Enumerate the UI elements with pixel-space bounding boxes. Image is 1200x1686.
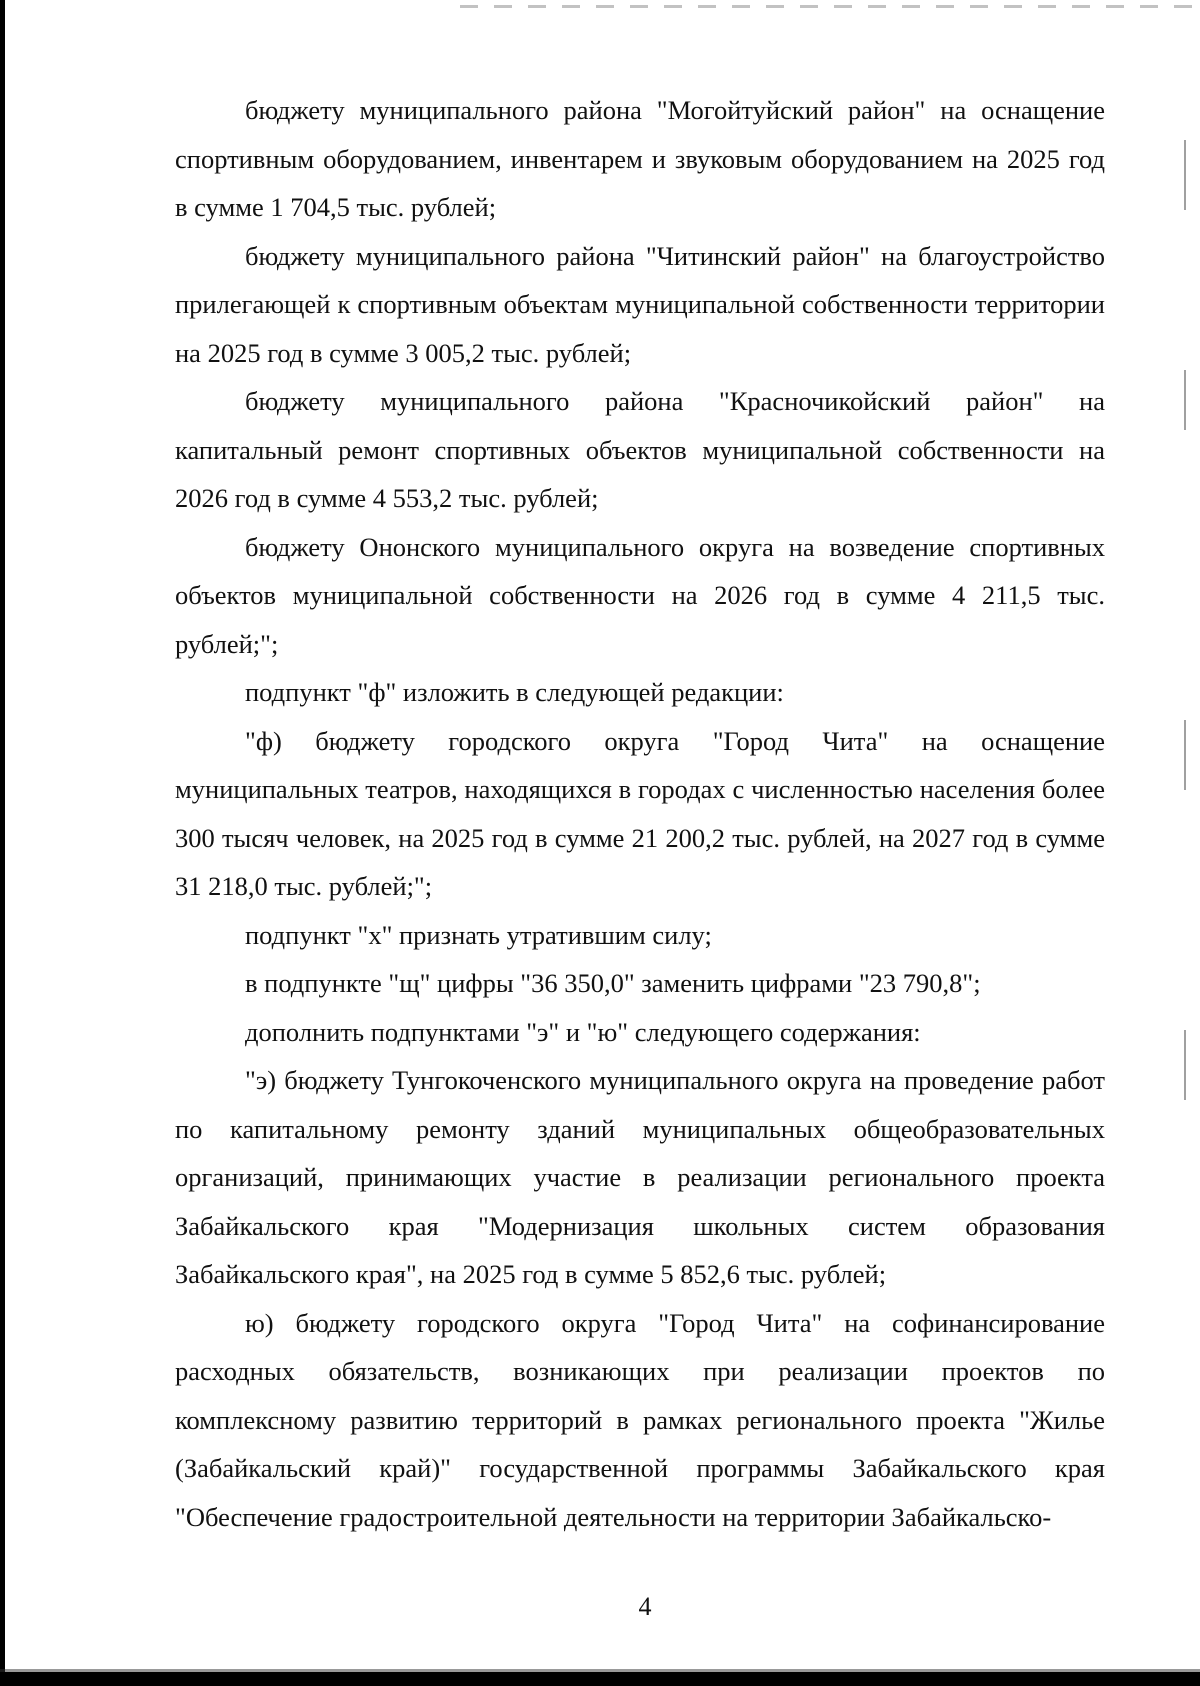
- scan-right-mark: [1184, 140, 1186, 210]
- paragraph: подпункт "х" признать утратившим силу;: [245, 919, 712, 950]
- paragraph: "ф) бюджету городского округа "Город Чита" на оснащение муниципальных театров, находящихся в городах с численностью населения более 300 тысяч человек, на 2025 год в сумме 21 200,2 тыс. рублей, на 2027 год в сумме 31 218,0 тыс. рублей;";: [175, 725, 1105, 901]
- scan-right-mark: [1184, 1030, 1186, 1100]
- paragraph: ю) бюджету городского округа "Город Чита" на софинансирование расходных обязательств, возникающих при реализации проектов по комплексному развитию территорий в рамках регионального проекта "Жилье (Забайкальский край)" государственной программы Забайкальского края "Обеспечение градостроительной деятельности на территории Забайкальско-: [175, 1307, 1105, 1532]
- document-body: [175, 86, 1105, 1541]
- paragraph: бюджету муниципального района "Читинский район" на благоустройство прилегающей к спортивным объектам муниципальной собственности территории на 2025 год в сумме 3 005,2 тыс. рублей;: [175, 240, 1105, 368]
- paragraph: бюджету муниципального района "Красночикойский район" на капитальный ремонт спортивных объектов муниципальной собственности на 2026 год в сумме 4 553,2 тыс. рублей;: [175, 386, 1105, 513]
- paragraph: подпункт "ф" изложить в следующей редакции:: [245, 677, 784, 707]
- paragraph: "э) бюджету Тунгокоченского муниципального округа на проведение работ по капитальному ремонту зданий муниципальных общеобразовательных организаций, принимающих участие в реализации регионального проекта Забайкальского края "Модернизация школьных систем образования Забайкальского края", на 2025 год в сумме 5 852,6 тыс. рублей;: [175, 1065, 1105, 1289]
- scan-right-mark: [1184, 370, 1186, 430]
- scan-right-mark: [1184, 720, 1186, 790]
- paragraph: бюджету Ононского муниципального округа на возведение спортивных объектов муниципальной собственности на 2026 год в сумме 4 211,5 тыс. рублей;";: [175, 531, 1105, 659]
- paragraph: дополнить подпунктами "э" и "ю" следующего содержания:: [245, 1016, 921, 1047]
- scan-top-marks: [460, 5, 1200, 8]
- paragraph: бюджету муниципального района "Могойтуйский район" на оснащение спортивным оборудованием, инвентарем и звуковым оборудованием на 2025 год в сумме 1 704,5 тыс. рублей;: [175, 95, 1105, 222]
- scan-left-border: [0, 0, 5, 1686]
- scan-bottom-border: [0, 1672, 1200, 1686]
- paragraph: в подпункте "щ" цифры "36 350,0" заменить цифрами "23 790,8";: [245, 968, 981, 998]
- page-number: 4: [638, 1592, 652, 1621]
